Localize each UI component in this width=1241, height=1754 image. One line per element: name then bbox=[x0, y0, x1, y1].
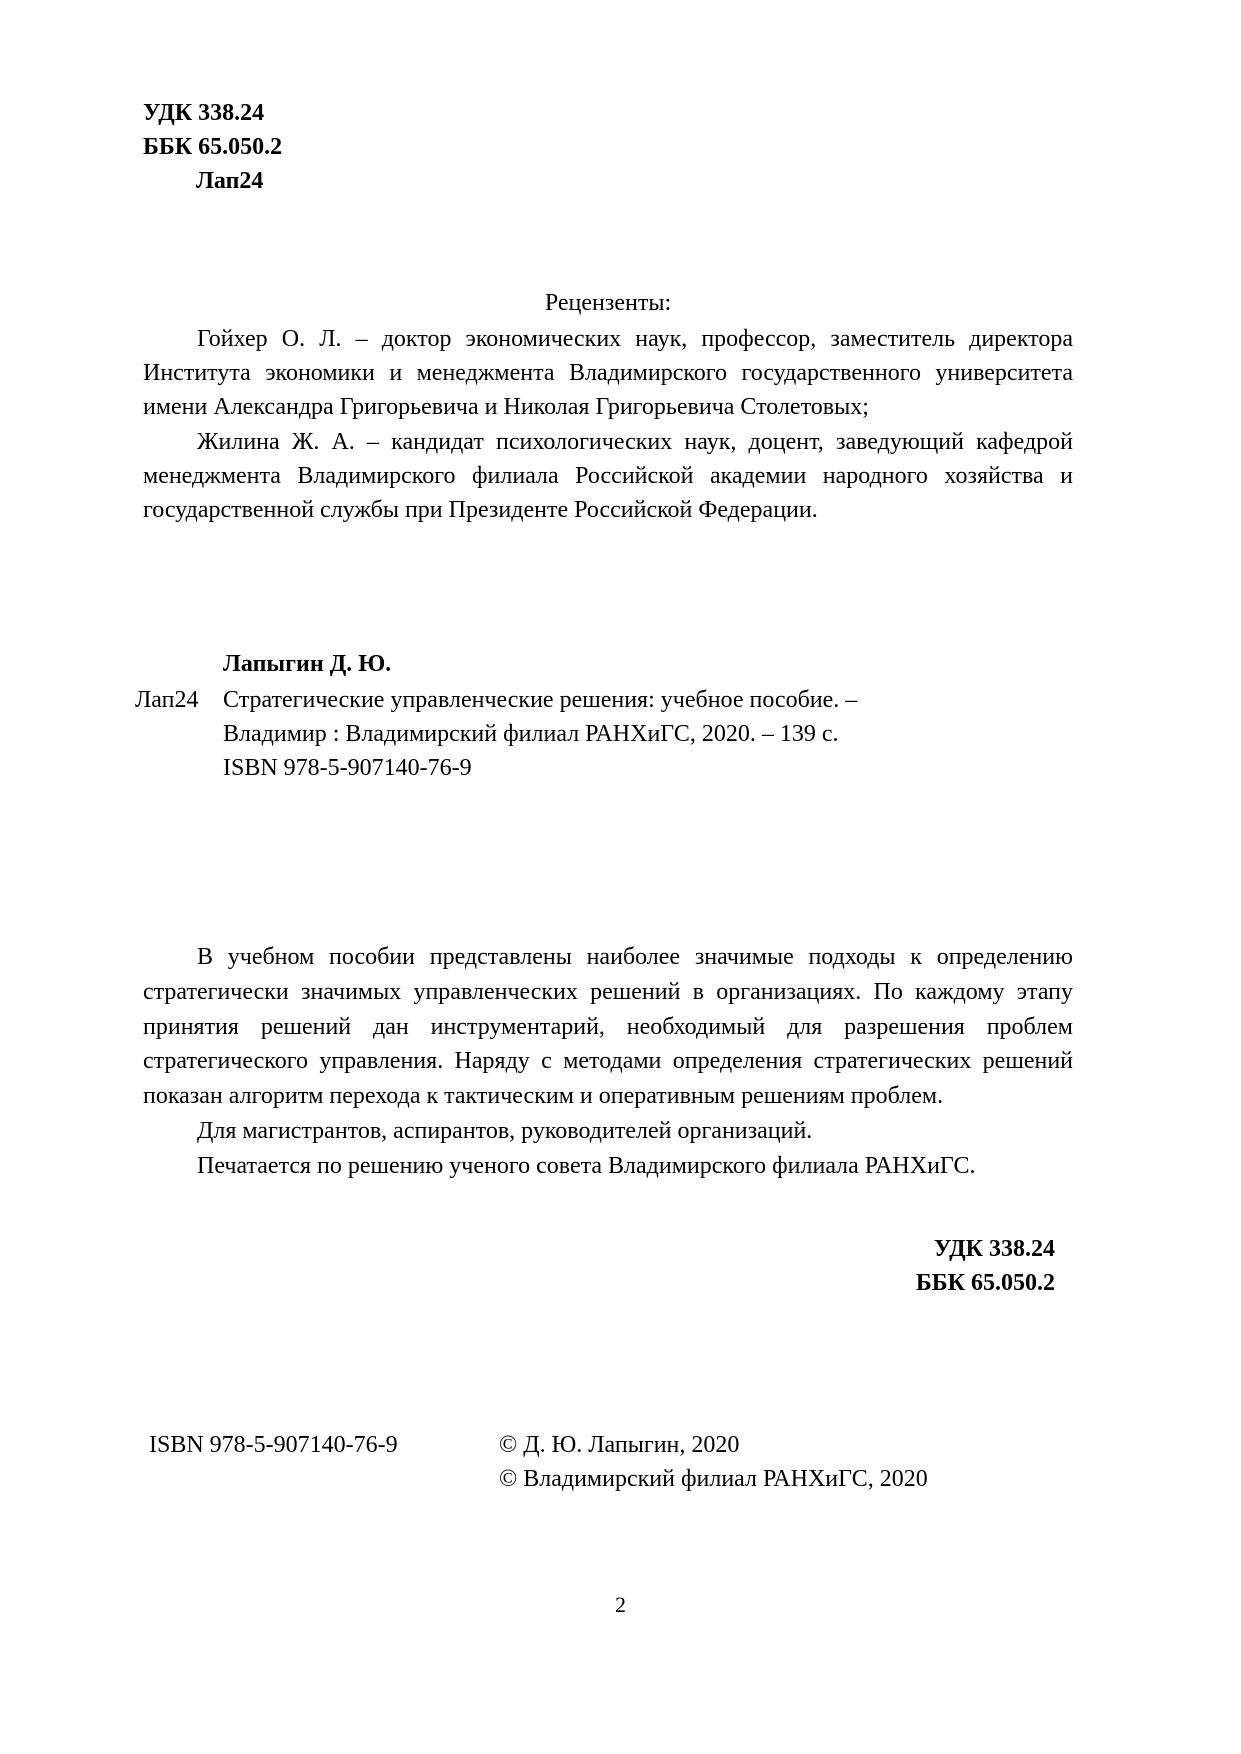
page-number: 2 bbox=[615, 1592, 626, 1617]
sigla-code: Лап24 bbox=[196, 168, 264, 195]
annotation-paragraph-3: Печатается по решению ученого совета Владимирского филиала РАНХиГС. bbox=[197, 1152, 976, 1179]
record-sigla: Лап24 bbox=[135, 686, 199, 713]
classification-codes bbox=[143, 96, 1073, 198]
annotation-paragraph-2: Для магистрантов, аспирантов, руководителей организаций. bbox=[197, 1118, 813, 1145]
copyright-author: © Д. Ю. Лапыгин, 2020 bbox=[499, 1431, 740, 1458]
bibliographic-record bbox=[135, 647, 1073, 785]
page-content bbox=[135, 0, 1073, 1496]
copyright-block bbox=[499, 1428, 928, 1496]
footer-isbn: ISBN 978-5-907140-76-9 bbox=[149, 1431, 398, 1458]
reviewers-section bbox=[143, 286, 1073, 527]
book-title-line-2: Владимир : Владимирский филиал РАНХиГС, 2020. – 139 с. bbox=[223, 720, 839, 747]
reviewer-entry: Жилина Ж. А. – кандидат психологических наук, доцент, заведующий кафедрой менеджмента Владимирского филиала Российской академии народного хозяйства и государственной службы при Президенте Российской Федерации. bbox=[143, 428, 1073, 523]
udk-code-repeat: УДК 338.24 bbox=[933, 1235, 1055, 1262]
book-title-line-1: Стратегические управленческие решения: учебное пособие. – bbox=[223, 686, 858, 713]
copyright-footer bbox=[143, 1428, 1073, 1496]
record-body bbox=[135, 683, 1073, 785]
annotation-paragraph-1: В учебном пособии представлены наиболее значимые подходы к определению стратегически значимых управленческих решений в организациях. По каждому этапу принятия решений дан инструментарий, необходимый для разрешения проблем стратегического управления. Наряду с методами определения стратегических решений показан алгоритм перехода к тактическим и оперативным решениям проблем. bbox=[143, 944, 1073, 1110]
classification-codes-repeat bbox=[143, 1232, 1073, 1300]
reviewers-heading: Рецензенты: bbox=[544, 290, 672, 317]
bbk-code-repeat: ББК 65.050.2 bbox=[915, 1269, 1055, 1296]
annotation-section bbox=[143, 940, 1073, 1184]
reviewer-entry: Гойхер О. Л. – доктор экономических наук, профессор, заместитель директора Института экономики и менеджмента Владимирского государственного университета имени Александра Григорьевича и Николая Григорьевича Столетовых; bbox=[143, 326, 1073, 421]
book-isbn: ISBN 978-5-907140-76-9 bbox=[223, 755, 472, 782]
bbk-code: ББК 65.050.2 bbox=[143, 134, 283, 161]
copyright-publisher: © Владимирский филиал РАНХиГС, 2020 bbox=[499, 1465, 928, 1492]
udk-code: УДК 338.24 bbox=[143, 100, 265, 126]
book-author: Лапыгин Д. Ю. bbox=[223, 650, 392, 677]
